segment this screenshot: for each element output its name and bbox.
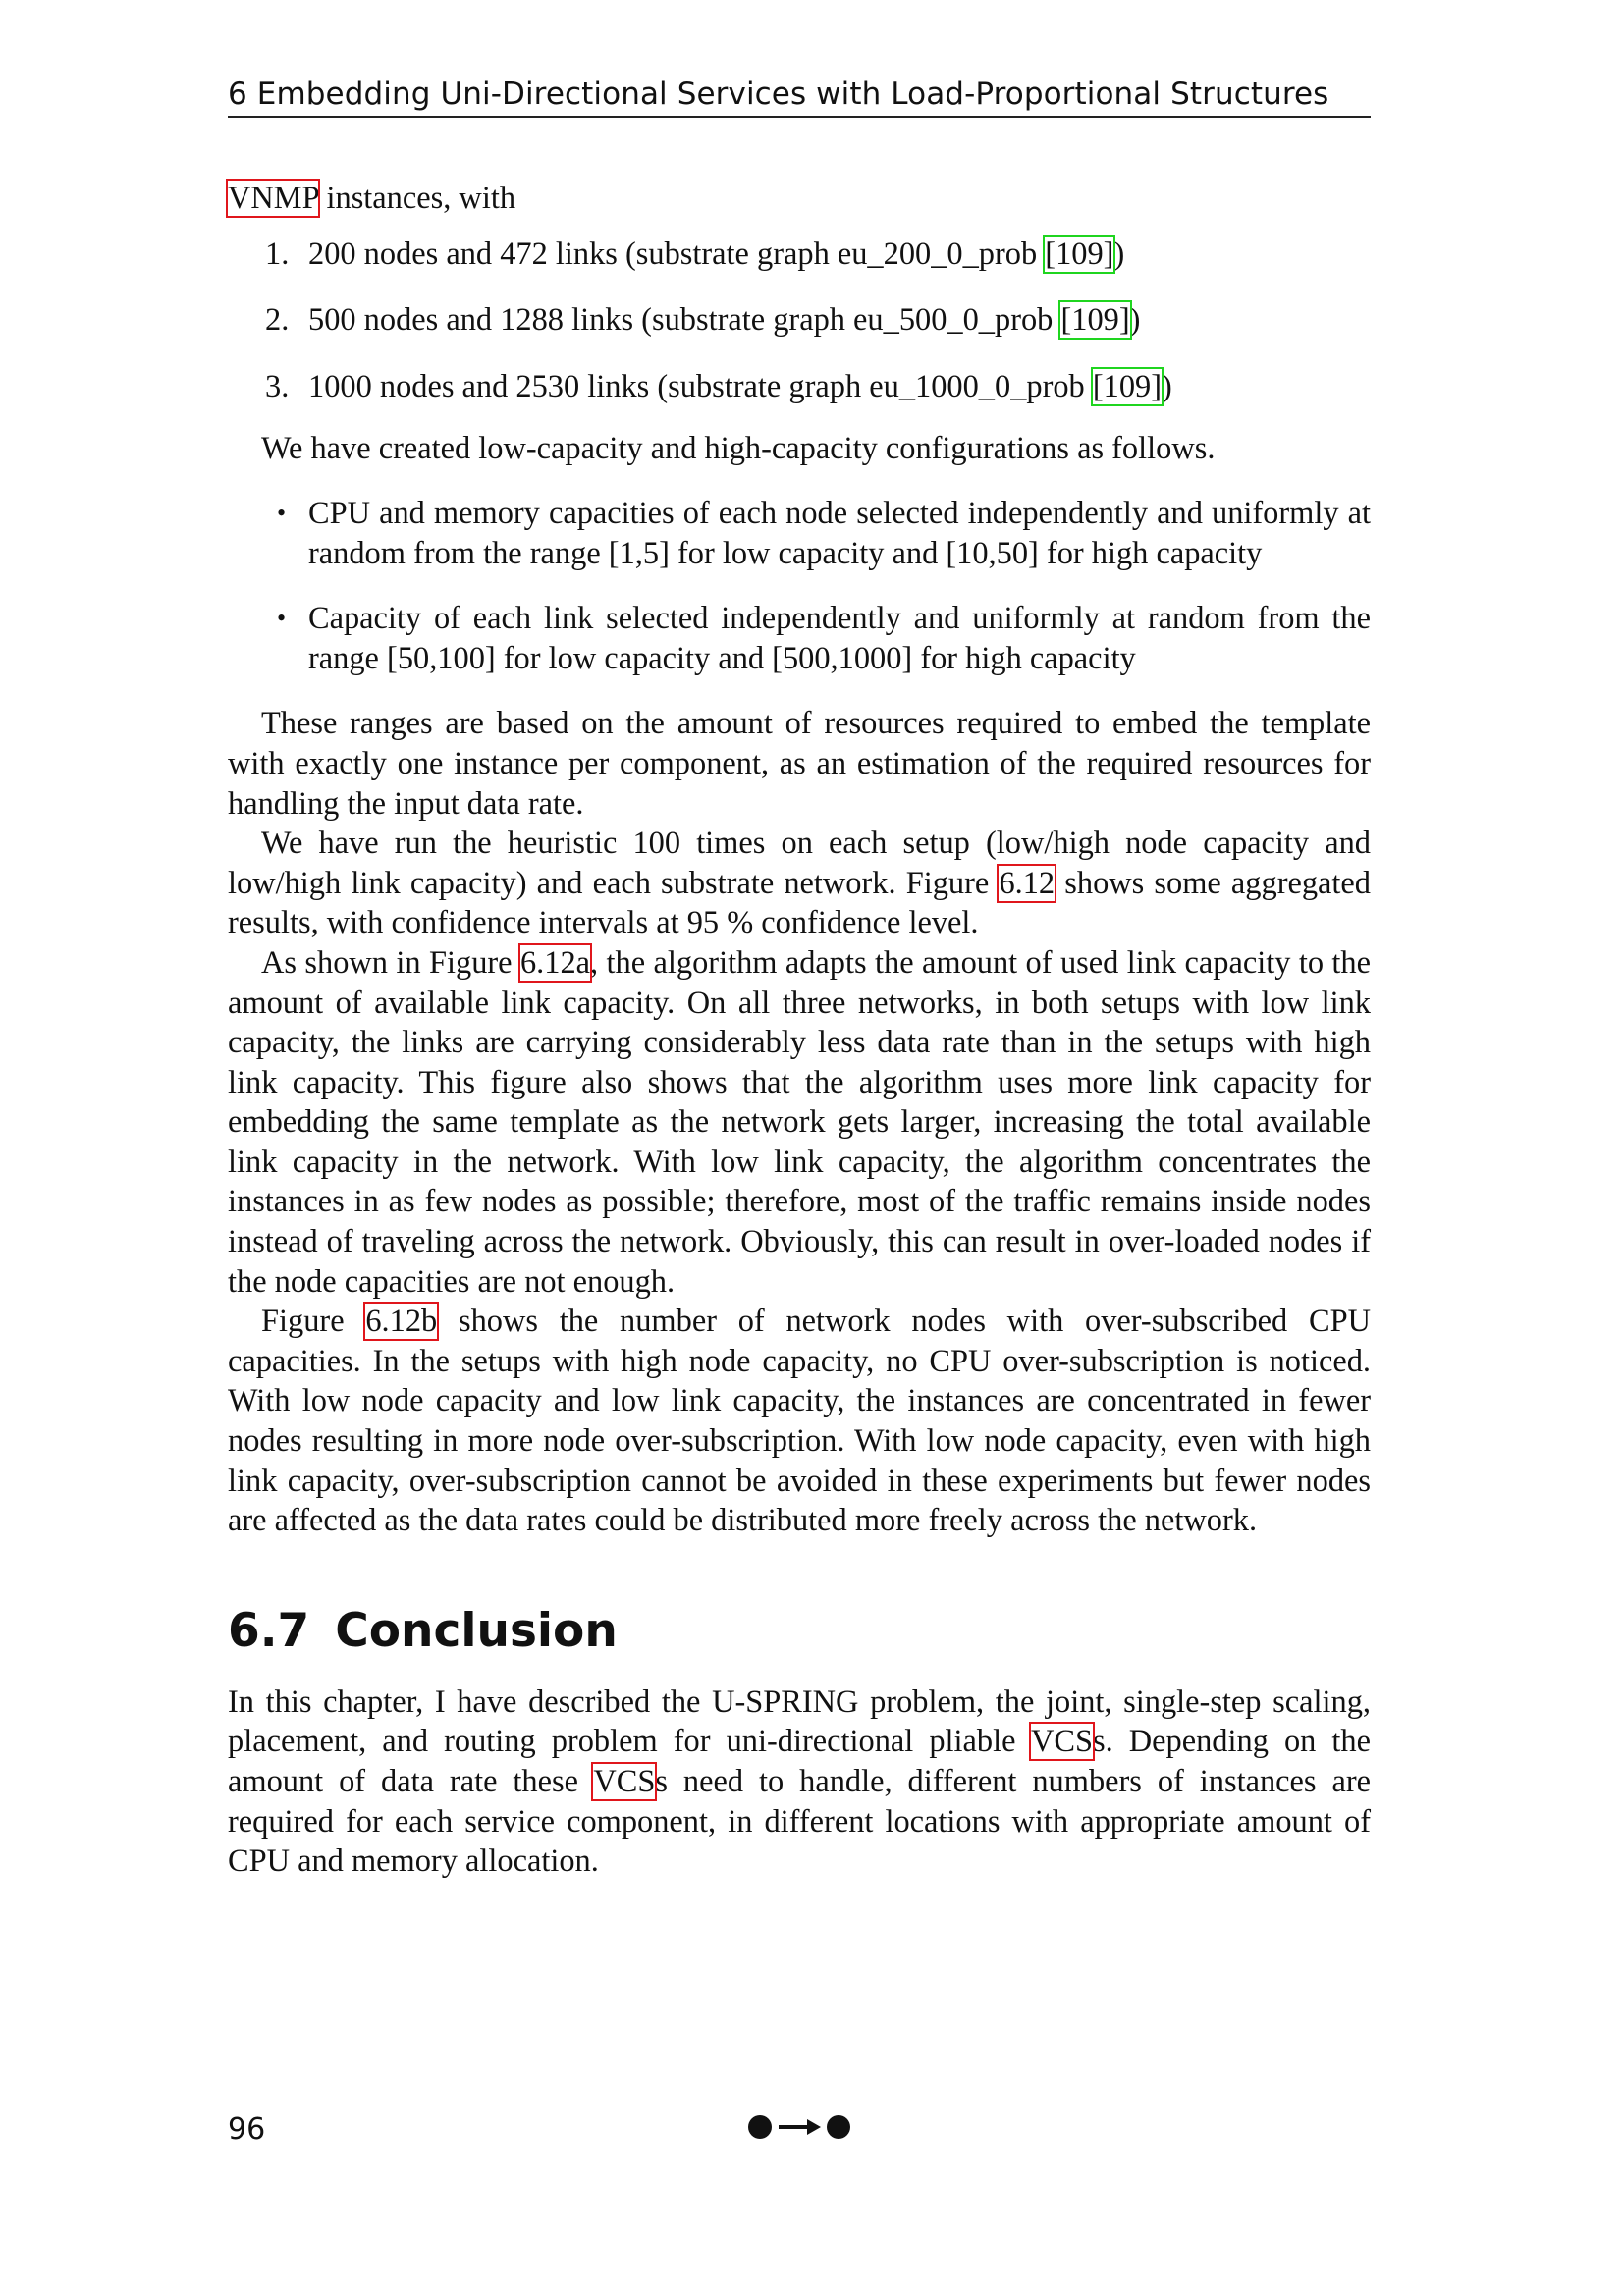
list-item: 2. 500 nodes and 1288 links (substrate graph eu_500_0_prob [109]) (265, 302, 1141, 339)
header-title: 6 Embedding Uni-Directional Services with Load-Proportional Structures (228, 77, 1329, 112)
dot-arrow-dot-icon (746, 2110, 852, 2144)
paragraph-ranges: These ranges are based on the amount of resources required to embed the template with exactly one instance per component, as an estimation of the required resources for handling the input data rate. (228, 706, 1371, 822)
running-header (228, 75, 1371, 118)
intro-line: VNMP instances, with (228, 181, 516, 216)
acronym-link-vcs[interactable]: VCS (1030, 1724, 1093, 1760)
section-heading (228, 1604, 1371, 1659)
citation-link[interactable]: [109] (1092, 368, 1163, 404)
list-item: 3. 1000 nodes and 2530 links (substrate graph eu_1000_0_prob [109]) (265, 368, 1172, 404)
paragraph-runs: We have run the heuristic 100 times on each setup (low/high node capacity and low/high link capacity) and each substrate network. Figure 6.12 shows some aggregated results, with confidence intervals at 95 % confidence level. (228, 826, 1371, 941)
section-title: Conclusion (335, 1603, 618, 1658)
config-lead: We have created low-capacity and high-capacity configurations as follows. (261, 431, 1216, 467)
paragraph-conclusion: In this chapter, I have described the U-SPRING problem, the joint, single-step scaling, placement, and routing problem for uni-directional pliable VCSs. Depending on the amount of data rate these VCSs need to handle, different numbers of instances are required for each service component, in different locations with appropriate amount of CPU and memory allocation. (228, 1683, 1372, 1880)
list-item: 1. 200 nodes and 472 links (substrate graph eu_200_0_prob [109]) (265, 236, 1125, 272)
figure-link-6-12b[interactable]: 6.12b (365, 1304, 438, 1340)
acronym-link-vcs[interactable]: VCS (593, 1764, 656, 1799)
acronym-link-vnmp[interactable]: VNMP (228, 181, 319, 216)
list-item: • CPU and memory capacities of each node selected independently and uniformly at random from the range [1,5] for low capacity and [10,50] for high capacity (277, 495, 1371, 571)
citation-link[interactable]: [109] (1045, 236, 1114, 272)
paragraph-oversubscription: Figure 6.12b shows the number of network nodes with over-subscribed CPU capacities. In the setups with high node capacity, no CPU over-subscription is noticed. With low node capacity and low link capacity, the instances are concentrated in fewer nodes resulting in more node over-subscription. With low node capacity, even with high link capacity, over-subscription cannot be avoided in these experiments but fewer nodes are affected as the data rates could be distributed more freely across the network. (228, 1304, 1372, 1539)
citation-link[interactable]: [109] (1060, 302, 1130, 339)
section-number: 6.7 (228, 1603, 310, 1658)
capacity-bullets (228, 494, 1371, 678)
substrate-list (228, 235, 1371, 407)
body-text (228, 179, 1371, 1882)
page-number: 96 (228, 2112, 266, 2147)
figure-link-6-12a[interactable]: 6.12a (519, 944, 591, 981)
list-item: • Capacity of each link selected independently and uniformly at random from the range [50,100] for low capacity and [500,1000] for high capacity (277, 601, 1371, 676)
paragraph-link-capacity: As shown in Figure 6.12a, the algorithm adapts the amount of used link capacity to the amount of available link capacity. On all three networks, in both setups with low link capacity, the links are carrying considerably less data rate than in the setups with high link capacity. This figure also shows that the algorithm uses more link capacity for embedding the same template as the network gets larger, increasing the total available link capacity in the network. With low link capacity, the algorithm concentrates the instances in as few nodes as possible; therefore, most of the traffic remains inside nodes instead of traveling across the network. Obviously, this can result in over-loaded nodes if the node capacities are not enough. (228, 944, 1371, 1300)
bullet-icon: • (277, 604, 287, 633)
figure-link-6-12[interactable]: 6.12 (999, 865, 1056, 901)
bullet-icon: • (277, 498, 287, 527)
